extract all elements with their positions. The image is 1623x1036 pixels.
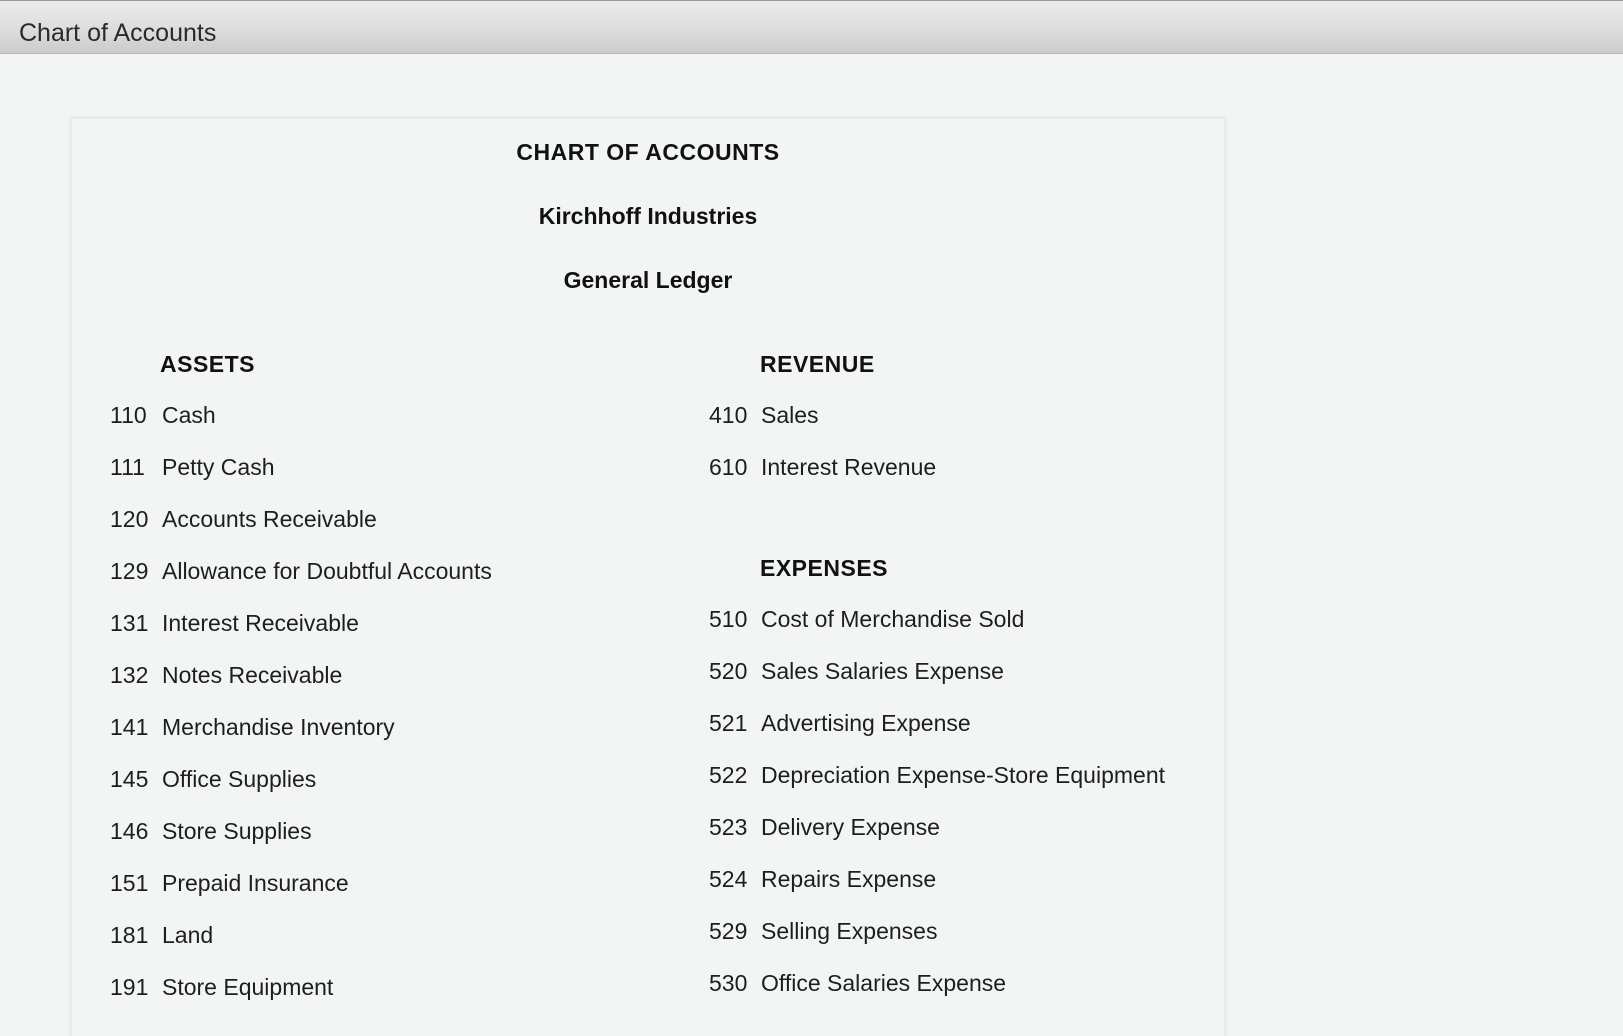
revenue-heading: REVENUE	[760, 351, 875, 377]
account-number: 131	[110, 610, 149, 636]
window-title: Chart of Accounts	[19, 19, 217, 47]
account-number: 146	[110, 818, 149, 844]
account-name: Merchandise Inventory	[162, 714, 395, 740]
account-number: 523	[709, 814, 748, 840]
account-number: 510	[709, 606, 748, 632]
account-number: 524	[709, 866, 748, 892]
account-number: 191	[110, 974, 149, 1000]
account-name: Allowance for Doubtful Accounts	[162, 558, 492, 584]
account-number: 151	[110, 870, 149, 896]
account-name: Depreciation Expense-Store Equipment	[761, 762, 1166, 788]
account-name: Advertising Expense	[761, 710, 971, 736]
account-number: 522	[709, 762, 748, 788]
account-name: Store Supplies	[162, 818, 312, 844]
account-name: Selling Expenses	[761, 918, 938, 944]
account-name: Office Supplies	[162, 766, 317, 792]
account-number: 120	[110, 506, 149, 532]
account-number: 520	[709, 658, 748, 684]
account-name: Petty Cash	[162, 454, 275, 480]
account-name: Interest Receivable	[162, 610, 359, 636]
account-number: 141	[110, 714, 149, 740]
account-name: Prepaid Insurance	[162, 870, 349, 896]
account-number: 521	[709, 710, 748, 736]
account-number: 110	[110, 402, 147, 428]
account-name: Notes Receivable	[162, 662, 343, 688]
account-number: 530	[709, 970, 748, 996]
account-name: Delivery Expense	[761, 814, 940, 840]
account-name: Sales Salaries Expense	[761, 658, 1004, 684]
expenses-heading: EXPENSES	[760, 555, 888, 581]
account-number: 529	[709, 918, 748, 944]
account-number: 181	[110, 922, 149, 948]
account-number: 610	[709, 454, 748, 480]
account-name: Accounts Receivable	[162, 506, 377, 532]
document-title: CHART OF ACCOUNTS	[516, 139, 780, 165]
account-number: 129	[110, 558, 149, 584]
account-number: 132	[110, 662, 149, 688]
account-name: Repairs Expense	[761, 866, 937, 892]
account-name: Land	[162, 922, 214, 948]
account-name: Interest Revenue	[761, 454, 937, 480]
account-name: Cash	[162, 402, 216, 428]
account-name: Store Equipment	[162, 974, 334, 1000]
title-bar	[0, 0, 1623, 54]
account-name: Sales	[761, 402, 819, 428]
account-number: 410	[709, 402, 748, 428]
assets-heading: ASSETS	[160, 351, 256, 377]
account-number: 145	[110, 766, 149, 792]
account-name: Office Salaries Expense	[761, 970, 1007, 996]
chart-of-accounts-panel	[69, 116, 1227, 1036]
company-name: Kirchhoff Industries	[538, 203, 758, 229]
ledger-name: General Ledger	[563, 267, 733, 293]
account-name: Cost of Merchandise Sold	[761, 606, 1025, 632]
account-number: 111	[110, 454, 145, 480]
